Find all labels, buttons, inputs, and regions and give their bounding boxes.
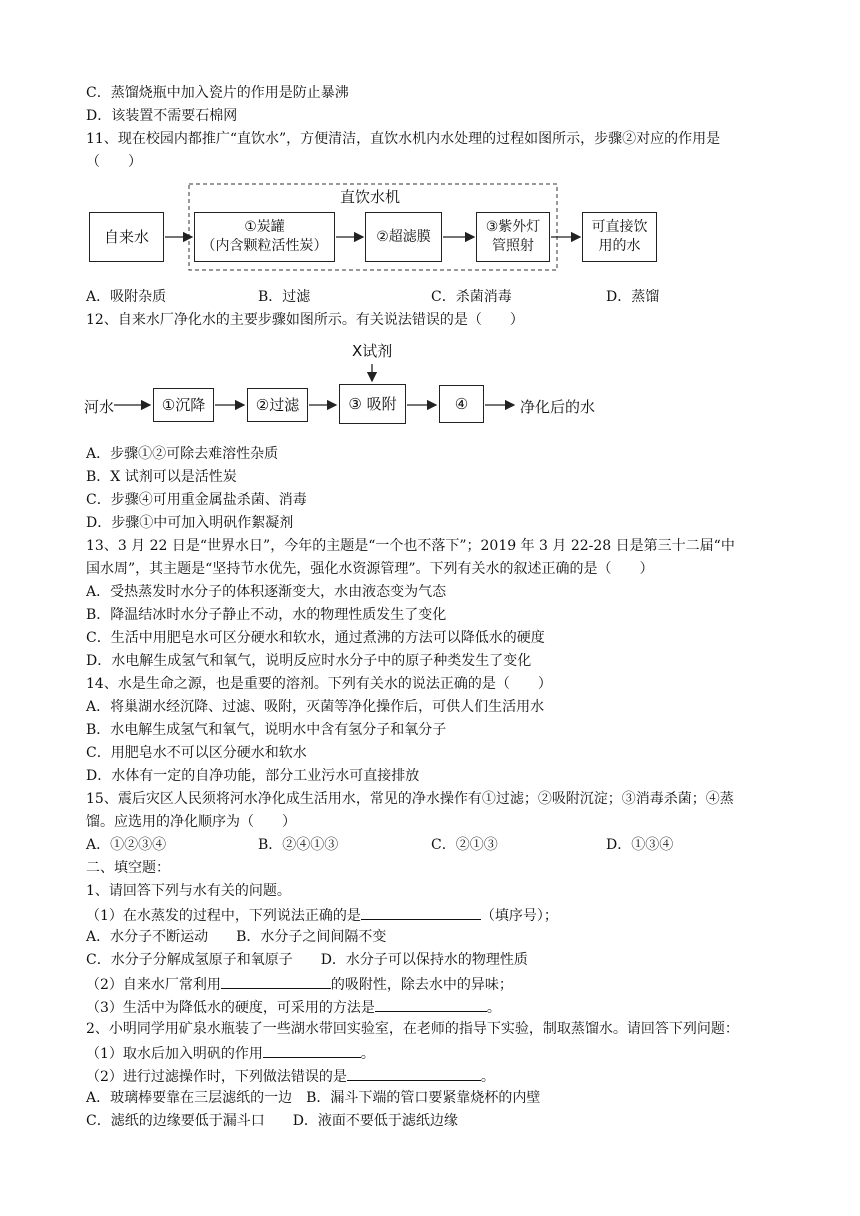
fill1-option-cd: C．水分子分解成氢原子和氧原子 D．水分子可以保持水的物理性质 xyxy=(86,952,528,968)
answer-blank[interactable] xyxy=(221,974,331,989)
q14-stem: 14、水是生命之源，也是重要的溶剂。下列有关水的说法正确的是（ ） xyxy=(86,676,552,692)
fill1-option-ab: A．水分子不断运动 B．水分子之间间隔不变 xyxy=(86,929,387,945)
flow-box-settling xyxy=(153,388,214,422)
fill1-part2-suffix: 的吸附性，除去水中的异味； xyxy=(330,977,513,993)
q11-stem-bracket: （ ） xyxy=(86,154,142,170)
q12-stem: 12、自来水厂净化水的主要步骤如图所示。有关说法错误的是（ ） xyxy=(86,312,524,328)
flow-box-label: ②过滤 xyxy=(255,395,300,414)
q15-stem-cont: 馏。应选用的净化顺序为（ ） xyxy=(86,814,296,830)
flow-box-adsorption xyxy=(339,384,406,424)
reagent-x-label: X试剂 xyxy=(352,342,393,360)
fill1-part3 xyxy=(86,997,501,1017)
answer-blank[interactable] xyxy=(361,905,481,920)
q12-option-a: A．步骤①②可除去难溶性杂质 xyxy=(86,446,279,462)
flow-box-label: 可直接饮 xyxy=(591,219,648,235)
flow-box-label: （内含颗粒活性炭） xyxy=(201,238,328,254)
q10-option-c: C．蒸馏烧瓶中加入瓷片的作用是防止暴沸 xyxy=(86,85,349,101)
flow-box-label: 用的水 xyxy=(598,238,641,254)
fill1-stem: 1、请回答下列与水有关的问题。 xyxy=(86,883,291,899)
q13-option-d: D．水电解生成氢气和氧气，说明反应时水分子中的原子种类发生了变化 xyxy=(86,653,532,669)
q14-option-d: D．水体有一定的自净功能，部分工业污水可直接排放 xyxy=(86,768,420,784)
section-title-fill-in: 二、填空题： xyxy=(86,860,170,876)
q12-option-d: D．步骤①中可加入明矾作絮凝剂 xyxy=(86,515,294,531)
q13-option-c: C．生活中用肥皂水可区分硬水和软水，通过煮沸的方法可以降低水的硬度 xyxy=(86,630,545,646)
flow-box-uv-lamp xyxy=(476,212,550,262)
fill2-part2-text: （2）进行过滤操作时，下列做法错误的是 xyxy=(86,1069,347,1085)
answer-blank[interactable] xyxy=(347,1066,481,1081)
machine-title: 直饮水机 xyxy=(340,188,401,206)
flow-box-label: ①炭罐 xyxy=(244,219,285,235)
fill1-part1-suffix: （填序号）； xyxy=(480,908,558,924)
flow-box-label: ③紫外灯 xyxy=(485,219,541,235)
fill1-part1 xyxy=(86,905,558,925)
flow-box-label: ①沉降 xyxy=(161,395,206,414)
q13-stem-cont: 国水周”，其主题是“坚持节水优先，强化水资源管理”。下列有关水的叙述正确的是（ ） xyxy=(86,561,654,577)
fill1-part2 xyxy=(86,974,513,994)
q14-option-b: B．水电解生成氢气和氧气，说明水中含有氢分子和氧分子 xyxy=(86,722,447,738)
fill1-part3-text: （3）生活中为降低水的硬度，可采用的方法是 xyxy=(86,1000,375,1016)
answer-blank[interactable] xyxy=(375,997,487,1012)
fill2-part1-text: （1）取水后加入明矾的作用 xyxy=(86,1046,263,1062)
purified-water-label: 净化后的水 xyxy=(520,398,596,416)
flow-box-label: ②超滤膜 xyxy=(376,228,431,245)
q12-option-b: B．X 试剂可以是活性炭 xyxy=(86,469,237,485)
q15-option-d: D．①③④ xyxy=(606,837,674,853)
q15-stem: 15、震后灾区人民须将河水净化成生活用水，常见的净水操作有①过滤；②吸附沉淀；③消毒杀菌；④蒸 xyxy=(86,791,734,807)
q14-option-c: C．用肥皂水不可以区分硬水和软水 xyxy=(86,745,307,761)
q11-option-a: A．吸附杂质 xyxy=(86,289,167,305)
q15-option-b: B．②④①③ xyxy=(258,837,339,853)
q11-option-c: C．杀菌消毒 xyxy=(431,289,512,305)
q13-option-a: A．受热蒸发时水分子的体积逐渐变大，水由液态变为气态 xyxy=(86,584,447,600)
flow-box-label: ③ 吸附 xyxy=(348,394,397,413)
fill1-part2-text: （2）自来水厂常利用 xyxy=(86,977,221,993)
flow-box-filtering xyxy=(247,388,308,422)
flow-box-ultrafilter xyxy=(365,212,442,262)
q15-option-a: A．①②③④ xyxy=(86,837,167,853)
flow-box-step4 xyxy=(439,385,484,423)
fill1-part3-suffix: 。 xyxy=(486,1000,501,1016)
flow-box-drinkable-water xyxy=(582,212,657,262)
fill2-part1 xyxy=(86,1043,375,1063)
fill2-part1-suffix: 。 xyxy=(360,1046,375,1062)
q14-option-a: A．将巢湖水经沉降、过滤、吸附，灭菌等净化操作后，可供人们生活用水 xyxy=(86,699,545,715)
q11-option-b: B．过滤 xyxy=(258,289,311,305)
fill2-option-cd: C．滤纸的边缘要低于漏斗口 D．液面不要低于滤纸边缘 xyxy=(86,1113,458,1129)
fill2-part2 xyxy=(86,1066,495,1086)
q11-stem: 11、现在校园内都推广“直饮水”，方便清洁，直饮水机内水处理的过程如图所示，步骤②对应的作用是 xyxy=(86,131,721,147)
q15-option-c: C．②①③ xyxy=(431,837,498,853)
q11-option-d: D．蒸馏 xyxy=(606,289,660,305)
fill2-option-ab: A．玻璃棒要靠在三层滤纸的一边 B．漏斗下端的管口要紧靠烧杯的内壁 xyxy=(86,1090,541,1106)
q13-option-b: B．降温结冰时水分子静止不动，水的物理性质发生了变化 xyxy=(86,607,447,623)
answer-blank[interactable] xyxy=(263,1043,361,1058)
flow-box-tap-water xyxy=(89,212,164,262)
flow-box-label: 管照射 xyxy=(492,238,534,254)
fill2-stem: 2、小明同学用矿泉水瓶装了一些湖水带回实验室，在老师的指导下实验，制取蒸馏水。请回答下列问题： xyxy=(86,1021,739,1037)
flow-box-label: ④ xyxy=(454,394,469,413)
flow-box-label: 自来水 xyxy=(103,227,149,246)
fill1-part1-text: （1）在水蒸发的过程中，下列说法正确的是 xyxy=(86,908,361,924)
fill2-part2-suffix: 。 xyxy=(480,1069,495,1085)
q10-option-d: D．该装置不需要石棉网 xyxy=(86,108,238,124)
river-water-label: 河水 xyxy=(84,398,115,416)
q12-option-c: C．步骤④可用重金属盐杀菌、消毒 xyxy=(86,492,307,508)
q13-stem: 13、3 月 22 日是“世界水日”，今年的主题是“一个也不落下”；2019 年 3 月 22-28 日是第三十二届“中 xyxy=(86,538,735,554)
flow-box-carbon-tank xyxy=(194,212,335,262)
